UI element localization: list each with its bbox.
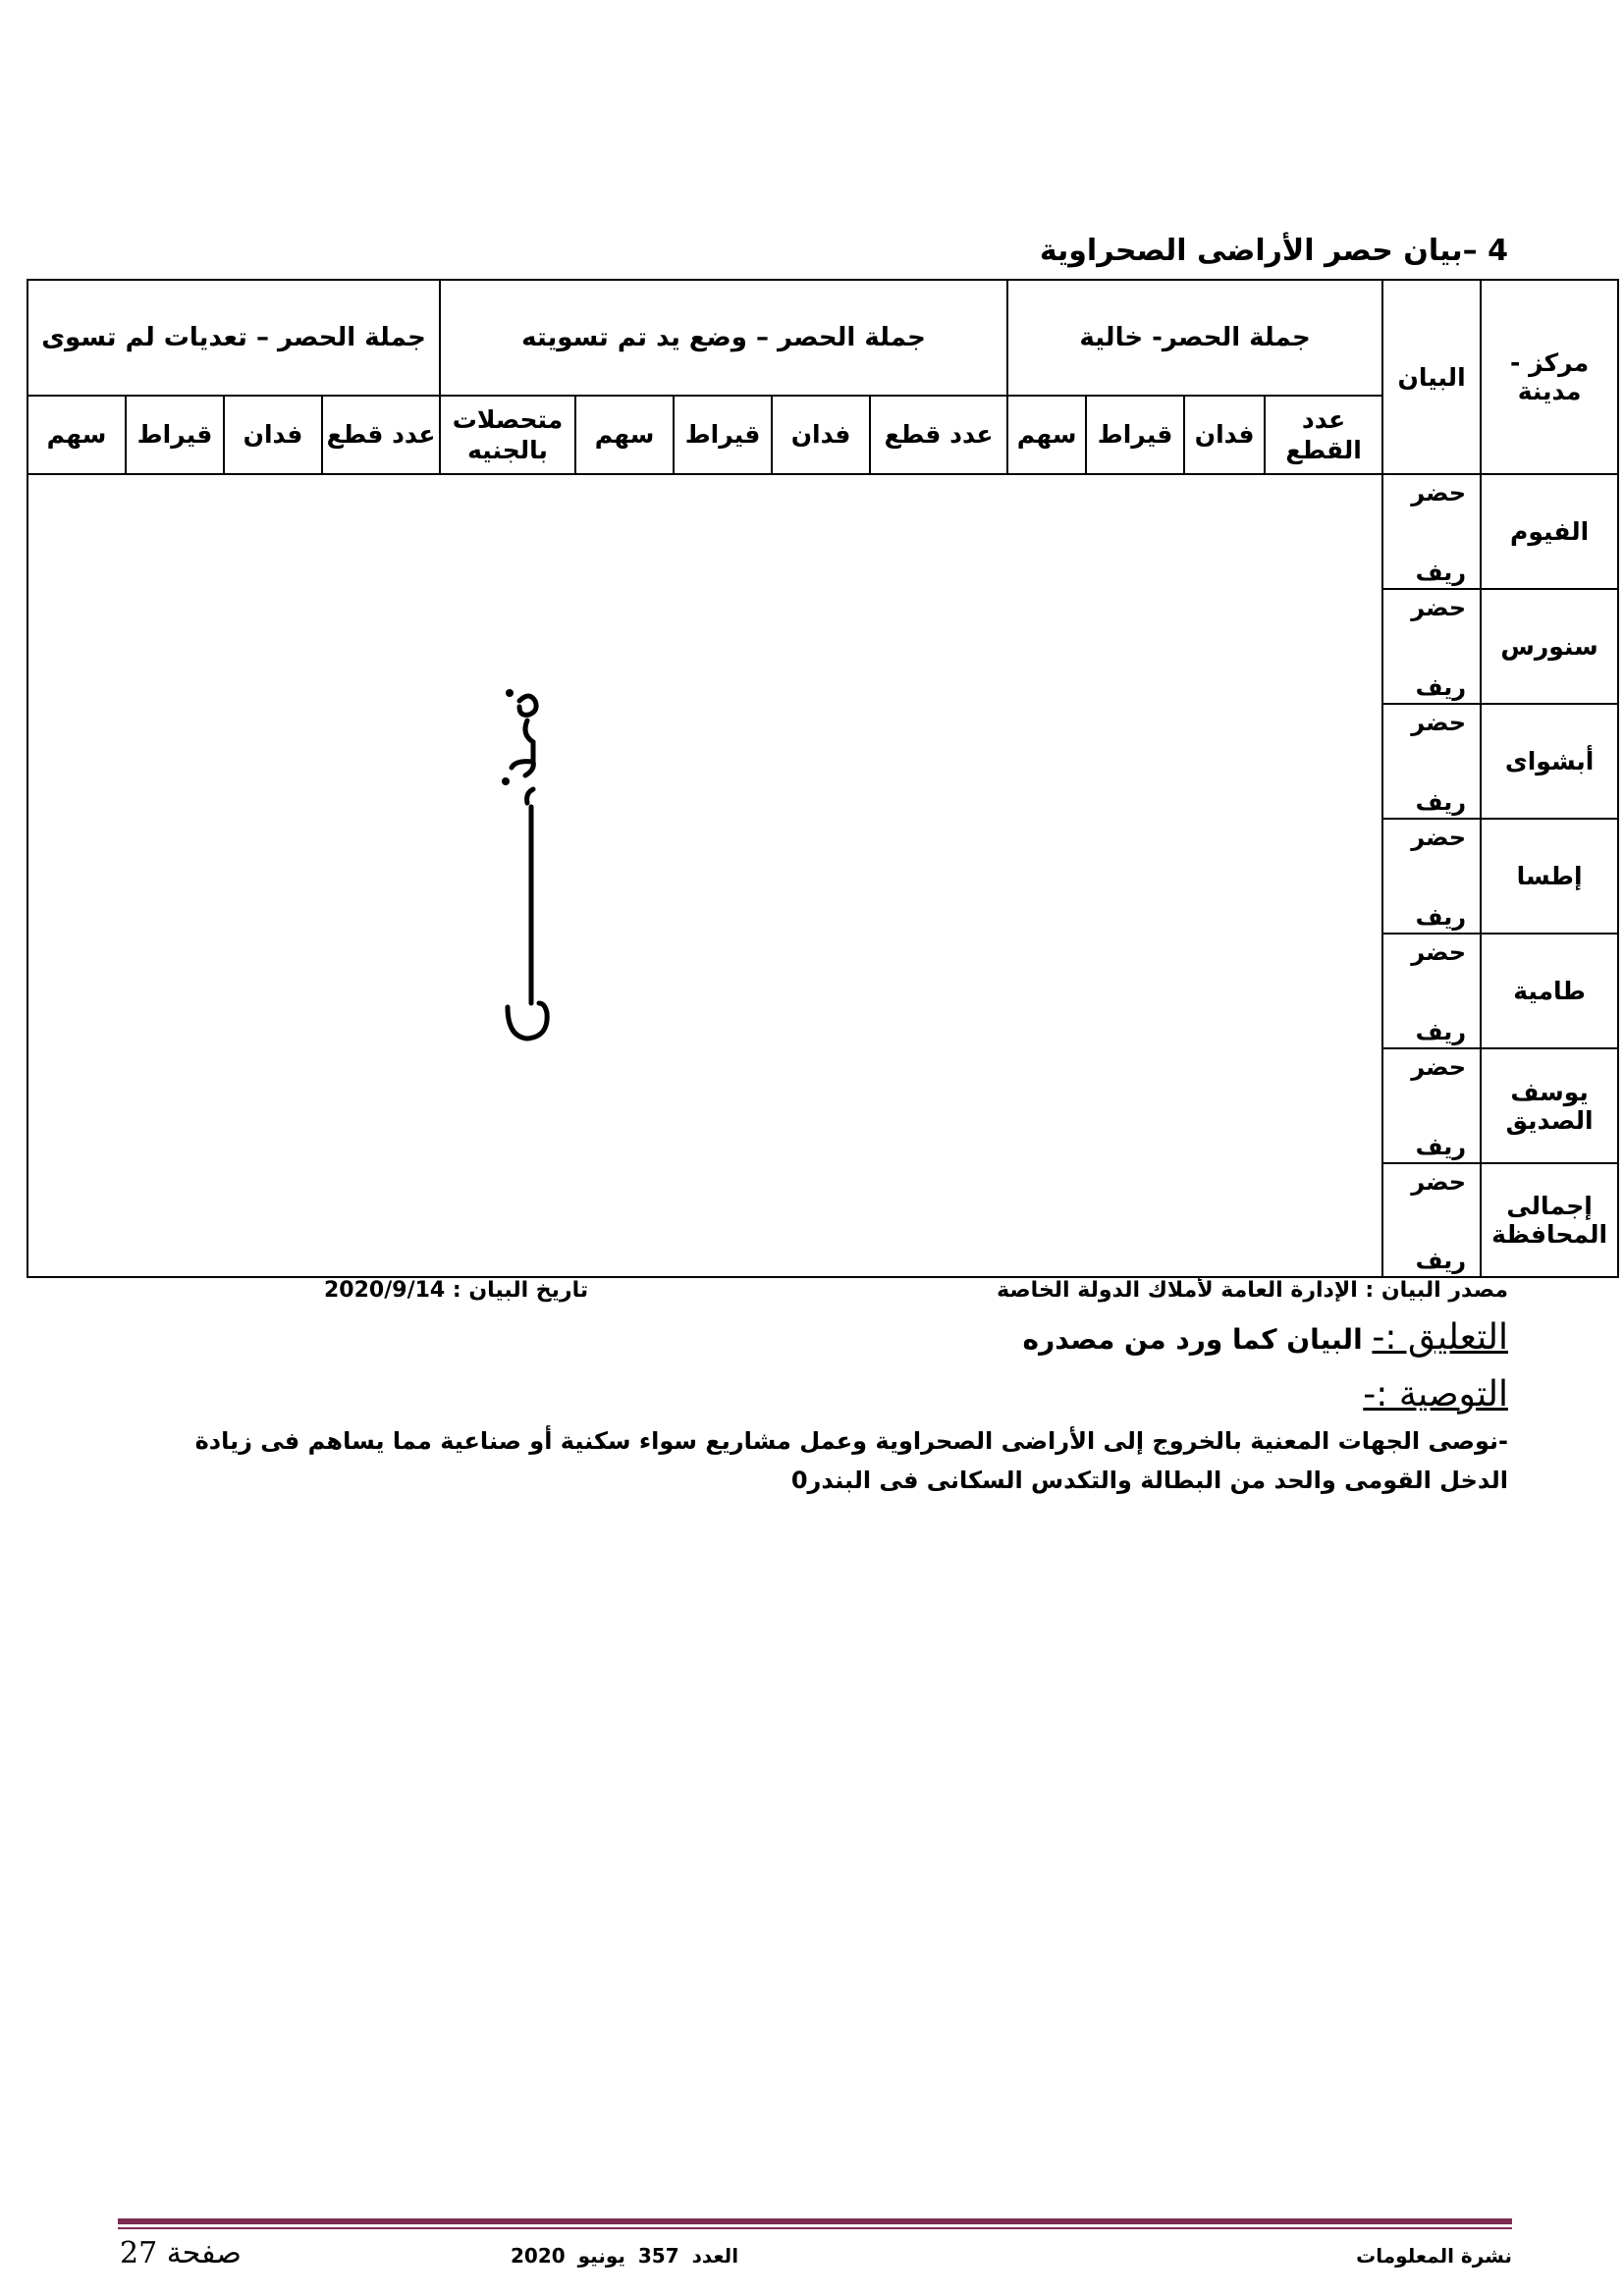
sub-header: عدد القطع <box>1265 396 1382 474</box>
footer-page-number: صفحة 27 <box>120 2236 242 2270</box>
header-center: مركز - مدينة <box>1481 280 1618 474</box>
table <box>27 279 1619 1278</box>
header-group-settled: جملة الحصر – وضع يد تم تسويته <box>440 280 1007 396</box>
row-urban: حضر <box>1411 479 1467 507</box>
data-source: مصدر البيان : الإدارة العامة لأملاك الدولة الخاصة <box>997 1278 1508 1303</box>
row-rural: ريف <box>1415 1018 1467 1045</box>
sub-header: سهم <box>1007 396 1086 474</box>
land-survey-table <box>27 279 1608 1276</box>
sub-header: سهم <box>575 396 674 474</box>
row-rural: ريف <box>1415 673 1467 701</box>
sub-header: فدان <box>772 396 870 474</box>
comment <box>1023 1317 1508 1358</box>
row-center-name: يوسف الصديق <box>1481 1048 1618 1163</box>
recommendation-text: -نوصى الجهات المعنية بالخروج إلى الأراضى الصحراوية وعمل مشاريع سواء سكنية أو صناعية مما يساهم فى زيادة الدخل القومى والحد من البطالة والتكدس السكانى فى البندر0 <box>194 1427 1508 1494</box>
sub-header: سهم <box>27 396 126 474</box>
sub-header: فدان <box>224 396 322 474</box>
row-center-name: طامية <box>1481 934 1618 1048</box>
row-center-name: سنورس <box>1481 589 1618 704</box>
sub-header: قيراط <box>1086 396 1184 474</box>
sub-header: متحصلات بالجنيه <box>440 396 575 474</box>
sub-header: عدد قطع <box>870 396 1007 474</box>
footer-issue: العدد 357 يونيو 2020 <box>511 2244 739 2268</box>
row-urban: حضر <box>1411 1053 1467 1081</box>
row-center-name: إجمالى المحافظة <box>1481 1163 1618 1277</box>
row-urban: حضر <box>1411 594 1467 621</box>
header-statement: البيان <box>1382 280 1481 474</box>
row-rural: ريف <box>1415 1247 1467 1274</box>
footer-divider-thin <box>118 2227 1512 2229</box>
header-group-empty: جملة الحصر- خالية <box>1007 280 1382 396</box>
row-center-name: أبشواى <box>1481 704 1618 819</box>
recommendation-label: التوصية :- <box>1363 1374 1508 1415</box>
data-date: تاريخ البيان : 2020/9/14 <box>324 1278 589 1303</box>
row-center-name: الفيوم <box>1481 474 1618 589</box>
sub-header: قيراط <box>126 396 224 474</box>
row-urban: حضر <box>1411 824 1467 851</box>
row-urban: حضر <box>1411 709 1467 736</box>
sub-header: فدان <box>1184 396 1265 474</box>
handwritten-mark <box>498 681 557 1074</box>
row-rural: ريف <box>1415 559 1467 586</box>
row-rural: ريف <box>1415 903 1467 931</box>
footer-divider <box>118 2218 1512 2224</box>
comment-text: البيان كما ورد من مصدره <box>1022 1323 1373 1356</box>
table-row <box>27 474 1618 589</box>
header-group-unsettled: جملة الحصر – تعديات لم تسوى <box>27 280 440 396</box>
row-center-name: إطسا <box>1481 819 1618 934</box>
footer-publication: نشرة المعلومات <box>1356 2244 1512 2268</box>
row-urban: حضر <box>1411 1168 1467 1196</box>
row-rural: ريف <box>1415 788 1467 816</box>
sub-header: عدد قطع <box>322 396 440 474</box>
comment-label: التعليق :- <box>1372 1317 1508 1358</box>
row-rural: ريف <box>1415 1133 1467 1160</box>
sub-header: قيراط <box>674 396 772 474</box>
row-urban: حضر <box>1411 938 1467 966</box>
empty-values-area <box>27 474 1382 1277</box>
page-title: 4 –بيان حصر الأراضى الصحراوية <box>1039 234 1508 268</box>
